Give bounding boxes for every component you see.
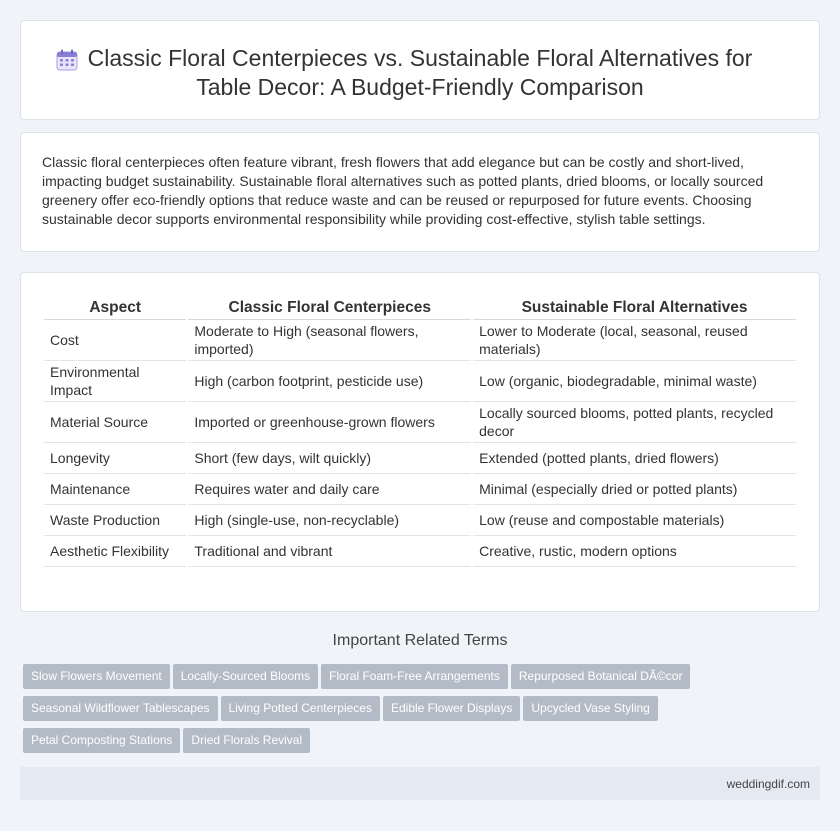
classic-cell: High (single-use, non-recyclable)	[188, 505, 471, 536]
sustainable-cell: Minimal (especially dried or potted plants)	[473, 474, 796, 505]
classic-cell: Imported or greenhouse-grown flowers	[188, 402, 471, 443]
related-term-tag[interactable]: Edible Flower Displays	[383, 696, 520, 721]
intro-card	[20, 132, 820, 252]
aspect-cell: Material Source	[44, 402, 186, 443]
table-row	[44, 443, 796, 474]
table-row	[44, 505, 796, 536]
sustainable-cell: Extended (potted plants, dried flowers)	[473, 443, 796, 474]
aspect-cell: Longevity	[44, 443, 186, 474]
related-term-tag[interactable]: Repurposed Botanical DÃ©cor	[511, 664, 691, 689]
aspect-cell: Waste Production	[44, 505, 186, 536]
table-header-row	[44, 296, 796, 320]
table-row	[44, 474, 796, 505]
aspect-cell: Aesthetic Flexibility	[44, 536, 186, 567]
table-row	[44, 361, 796, 402]
footer-site-link[interactable]: weddingdif.com	[726, 777, 810, 791]
intro-paragraph: Classic floral centerpieces often feature vibrant, fresh flowers that add elegance but can be costly and short-lived, impacting budget sustainability. Sustainable floral alternatives such as potted plants, dried blooms, or locally sourced greenery offer eco-friendly options that reduce waste and can be reused or repurposed for future events. Choosing sustainable decor supports environmental responsibility while providing cost-effective, stylish table settings.	[42, 154, 764, 227]
related-term-tag[interactable]: Floral Foam-Free Arrangements	[321, 664, 508, 689]
aspect-cell: Maintenance	[44, 474, 186, 505]
related-term-tag[interactable]: Slow Flowers Movement	[23, 664, 170, 689]
header-classic: Classic Floral Centerpieces	[188, 296, 471, 320]
header-aspect: Aspect	[44, 296, 186, 320]
table-row	[44, 402, 796, 443]
comparison-card	[20, 272, 820, 612]
sustainable-cell: Creative, rustic, modern options	[473, 536, 796, 567]
classic-cell: Traditional and vibrant	[188, 536, 471, 567]
table-row	[44, 536, 796, 567]
related-term-tag[interactable]: Seasonal Wildflower Tablescapes	[23, 696, 218, 721]
table-row	[44, 320, 796, 361]
related-term-tag[interactable]: Petal Composting Stations	[23, 728, 180, 753]
title-card	[20, 20, 820, 120]
comparison-table	[42, 296, 798, 567]
classic-cell: High (carbon footprint, pesticide use)	[188, 361, 471, 402]
related-terms-heading: Important Related Terms	[332, 632, 508, 649]
sustainable-cell: Low (reuse and compostable materials)	[473, 505, 796, 536]
footer	[20, 767, 820, 800]
header-sustainable: Sustainable Floral Alternatives	[473, 296, 796, 320]
sustainable-cell: Low (organic, biodegradable, minimal waste)	[473, 361, 796, 402]
aspect-cell: Cost	[44, 320, 186, 361]
aspect-cell: Environmental Impact	[44, 361, 186, 402]
page-title: Classic Floral Centerpieces vs. Sustainable Floral Alternatives for Table Decor: A Budget-Friendly Comparison	[87, 45, 753, 100]
related-term-tag[interactable]: Locally-Sourced Blooms	[173, 664, 318, 689]
sustainable-cell: Locally sourced blooms, potted plants, recycled decor	[473, 402, 796, 443]
sustainable-cell: Lower to Moderate (local, seasonal, reused materials)	[473, 320, 796, 361]
classic-cell: Moderate to High (seasonal flowers, imported)	[188, 320, 471, 361]
related-term-tag[interactable]: Upcycled Vase Styling	[523, 696, 658, 721]
related-terms-list	[23, 664, 813, 760]
classic-cell: Short (few days, wilt quickly)	[188, 443, 471, 474]
classic-cell: Requires water and daily care	[188, 474, 471, 505]
related-term-tag[interactable]: Living Potted Centerpieces	[221, 696, 380, 721]
related-term-tag[interactable]: Dried Florals Revival	[183, 728, 310, 753]
